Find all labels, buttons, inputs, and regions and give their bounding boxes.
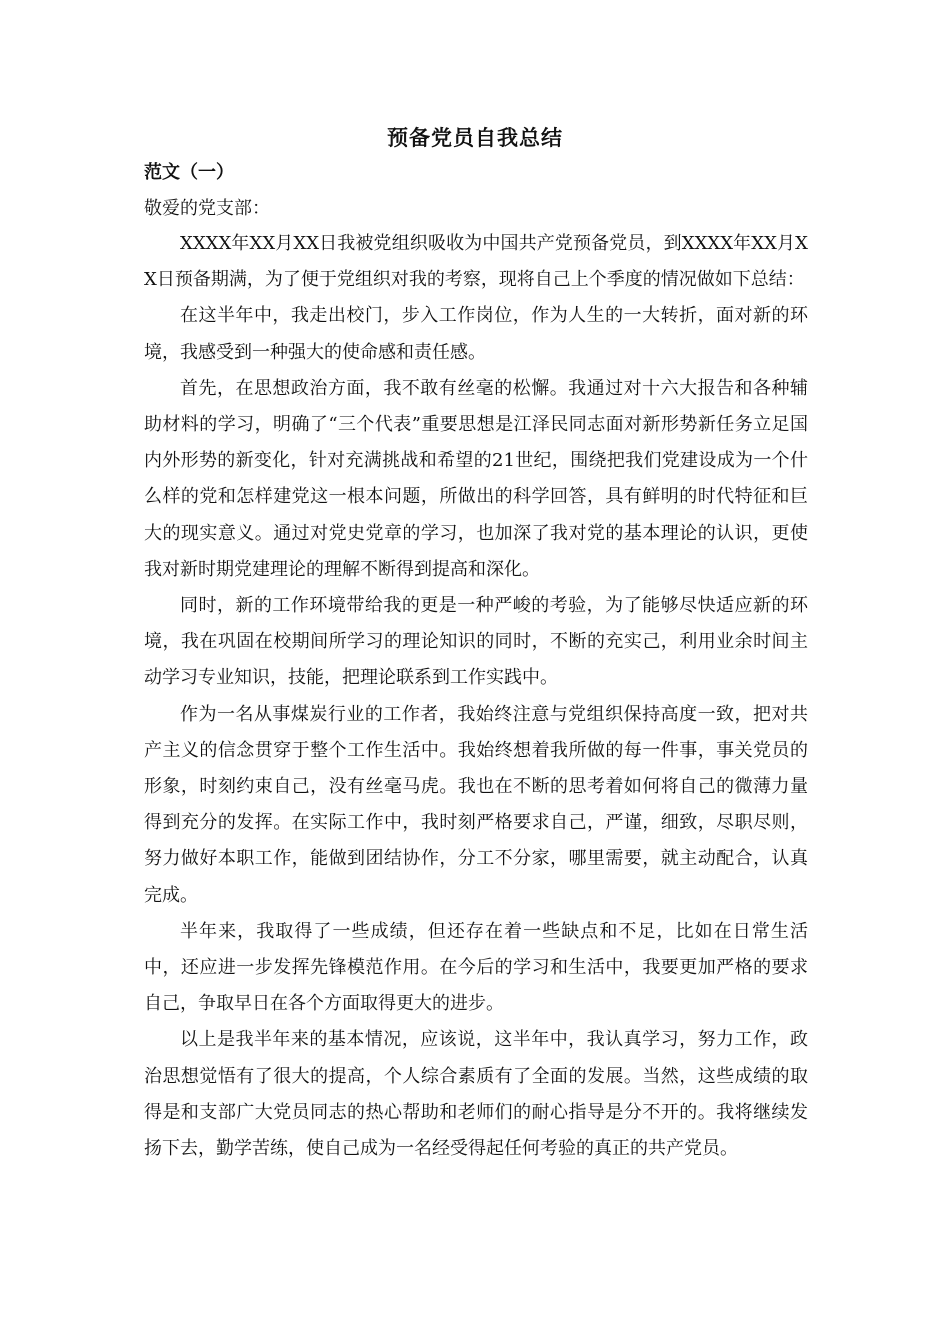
paragraph: 首先，在思想政治方面，我不敢有丝毫的松懈。我通过对十六大报告和各种辅助材料的学习，明确了“三个代表”重要思想是江泽民同志面对新形势新任务立足国内外形势的新变化，针对充满挑战和希望的21世纪，围绕把我们党建设成为一个什么样的党和怎样建党这一根本问题，所做出的科学回答，具有鲜明的时代特征和巨大的现实意义。通过对党史党章的学习，也加深了我对党的基本理论的认识，更使我对新时期党建理论的理解不断得到提高和深化。	[144, 377, 808, 580]
section-heading: 范文（一）	[144, 162, 234, 183]
paragraph: 以上是我半年来的基本情况，应该说，这半年中，我认真学习，努力工作，政治思想觉悟有了很大的提高，个人综合素质有了全面的发展。当然，这些成绩的取得是和支部广大党员同志的热心帮助和老师们的耐心指导是分不开的。我将继续发扬下去，勤学苦练，使自己成为一名经受得起任何考验的真正的共产党员。	[144, 1029, 808, 1160]
paragraph: 作为一名从事煤炭行业的工作者，我始终注意与党组织保持高度一致，把对共产主义的信念贯穿于整个工作生活中。我始终想着我所做的每一件事，事关党员的形象，时刻约束自己，没有丝毫马虎。我也在不断的思考着如何将自己的微薄力量得到充分的发挥。在实际工作中，我时刻严格要求自己，严谨，细致，尽职尽则，努力做好本职工作，能做到团结协作，分工不分家，哪里需要，就主动配合，认真完成。	[144, 703, 808, 906]
document-body	[144, 226, 808, 1167]
document-title: 预备党员自我总结	[387, 125, 563, 150]
salutation: 敬爱的党支部：	[144, 198, 270, 219]
paragraph: 在这半年中，我走出校门，步入工作岗位，作为人生的一大转折，面对新的环境，我感受到一种强大的使命感和责任感。	[144, 305, 808, 363]
paragraph: 同时，新的工作环境带给我的更是一种严峻的考验，为了能够尽快适应新的环境，我在巩固在校期间所学习的理论知识的同时，不断的充实己，利用业余时间主动学习专业知识，技能，把理论联系到工作实践中。	[144, 595, 808, 689]
paragraph: XXXX年XX月XX日我被党组织吸收为中国共产党预备党员，到XXXX年XX月XX日预备期满，为了便于党组织对我的考察，现将自己上个季度的情况做如下总结：	[144, 233, 808, 291]
paragraph: 半年来，我取得了一些成绩，但还存在着一些缺点和不足，比如在日常生活中，还应进一步发挥先锋模范作用。在今后的学习和生活中，我要更加严格的要求自己，争取早日在各个方面取得更大的进步。	[144, 920, 808, 1015]
